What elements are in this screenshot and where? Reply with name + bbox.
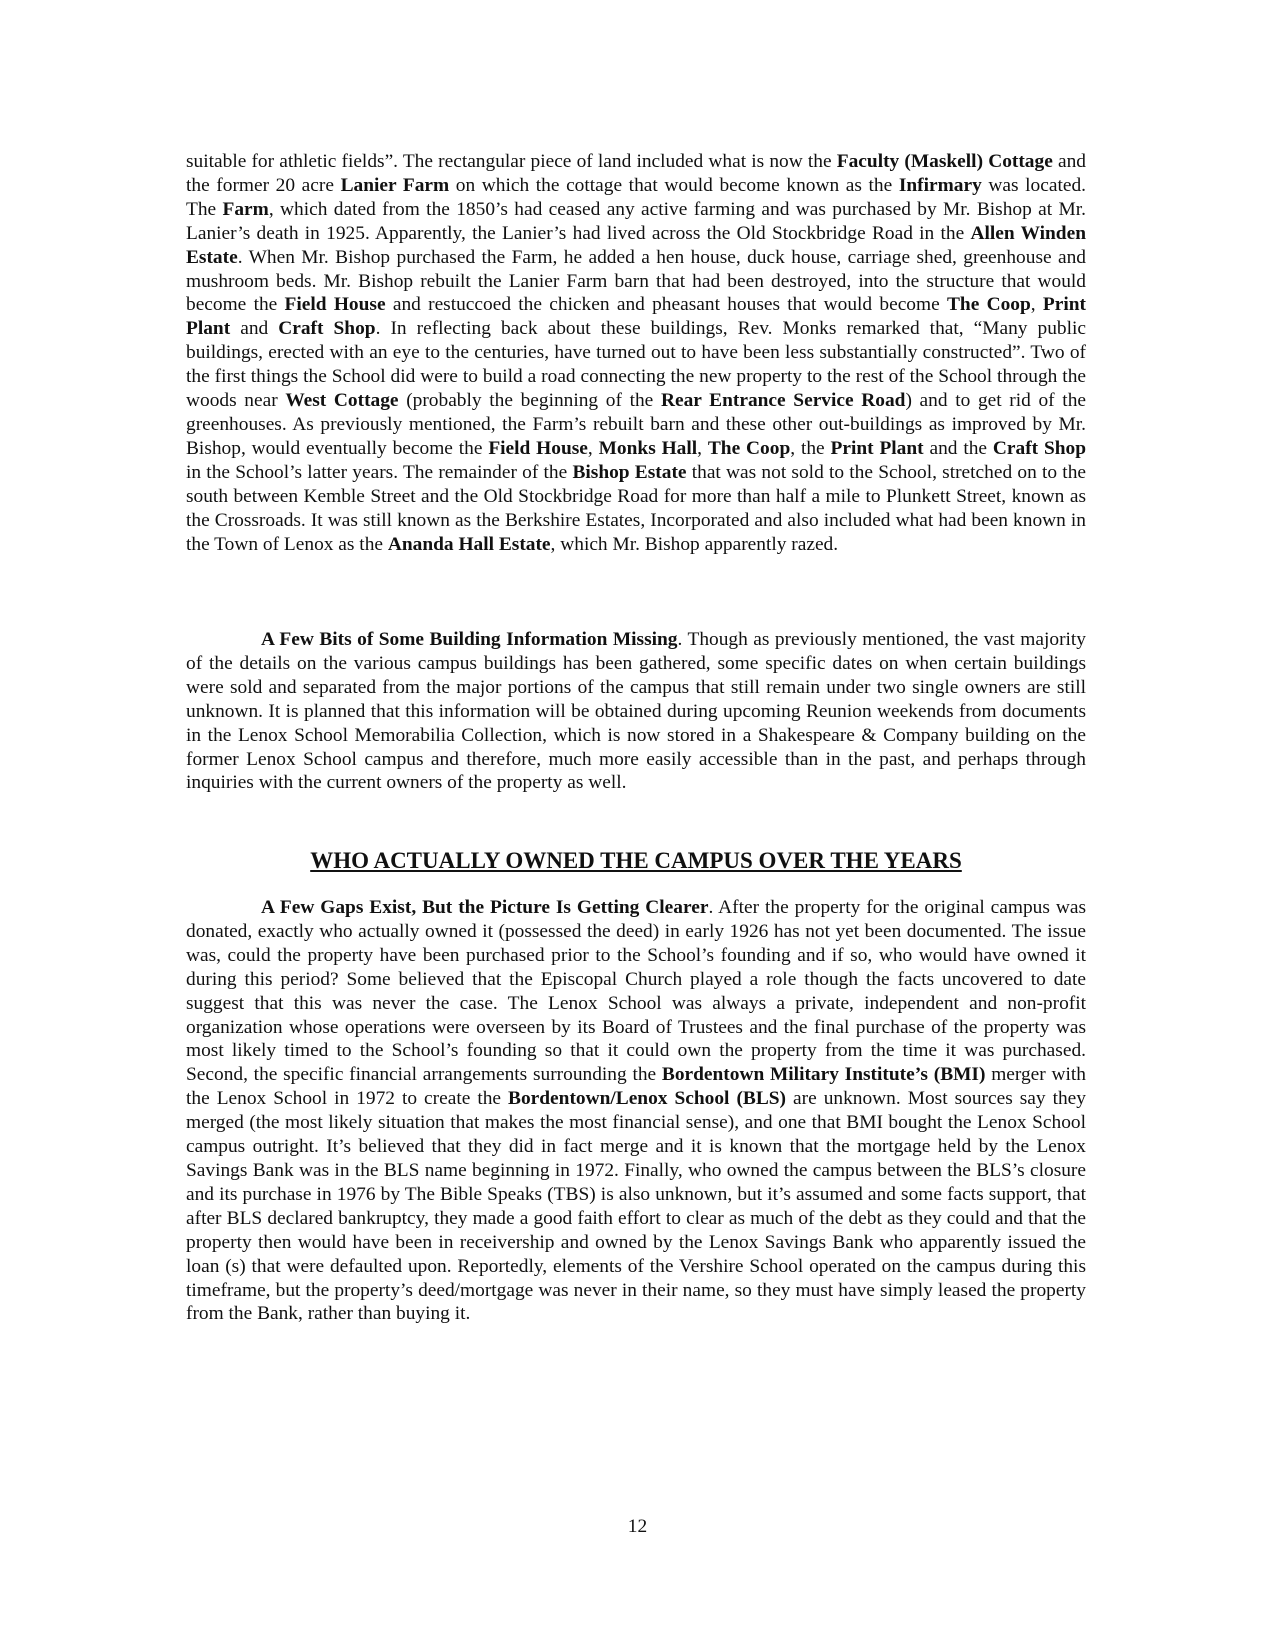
bold-term: Field House bbox=[284, 294, 386, 316]
text-run: on which the cottage that would become known as the bbox=[449, 174, 899, 196]
text-run: and the bbox=[923, 437, 993, 459]
text-run: , bbox=[1030, 294, 1043, 316]
text-run: merger with the Lenox School in 1972 to create the bbox=[186, 1064, 1086, 1110]
text-run: . In reflecting back about these buildings, Rev. Monks remarked that, “Many public buildings, erected with an eye to the centuries, have turned out to have been less substantially constructed”. Two of the first things the School did were to build a road connecting the new property to the rest of the School through the woods near bbox=[186, 318, 1086, 412]
bold-term: A Few Gaps Exist, But the Picture Is Getting Clearer bbox=[261, 897, 709, 918]
text-run: and the former 20 acre bbox=[186, 151, 1086, 196]
bold-term: Craft Shop bbox=[278, 318, 376, 340]
bold-term: Bishop Estate bbox=[572, 461, 687, 483]
paragraph-building-information-missing bbox=[186, 628, 1086, 795]
bold-term: Infirmary bbox=[898, 174, 982, 196]
text-run: . When Mr. Bishop purchased the Farm, he added a hen house, duck house, carriage shed, greenhouse and mushroom beds. Mr. Bishop rebuilt the Lanier Farm barn that had been destroyed, into the structure that would become the bbox=[186, 246, 1086, 316]
bold-term: Craft Shop bbox=[992, 437, 1087, 459]
text-run: . Though as previously mentioned, the vast majority of the details on the various campus buildings has been gathered, some specific dates on when certain buildings were sold and separated from the major portions of the campus that still remain under two single owners are still unknown. It is planned that this information will be obtained during upcoming Reunion weekends from documents in the Lenox School Memorabilia Collection, which is now stored in a Shakespeare & Company building on the former Lenox School campus and therefore, much more easily accessible than in the past, and perhaps through inquiries with the current owners of the property as well. bbox=[186, 629, 1086, 794]
bold-term: West Cottage bbox=[285, 390, 399, 412]
bold-term: Rear Entrance Service Road bbox=[660, 390, 906, 412]
bold-term: Monks Hall bbox=[598, 437, 698, 459]
text-run: . After the property for the original campus was donated, exactly who actually owned it (possessed the deed) in early 1926 has not yet been documented. The issue was, could the property have been purchased prior to the School’s founding and if so, who would have owned it during this period? Some believed that the Episcopal Church played a role though the facts uncovered to date suggest that this was never the case. The Lenox School was always a private, independent and non-profit organization whose operations were overseen by its Board of Trustees and the final purchase of the property was most likely timed to the School’s founding so that it could own the property from the time it was purchased. Second, the specific financial arrangements surrounding the bbox=[186, 897, 1086, 1086]
bold-term: Print Plant bbox=[830, 437, 924, 459]
paragraph-bishop-estate bbox=[186, 150, 1086, 556]
paragraph-text bbox=[186, 896, 1086, 1326]
paragraph-text bbox=[186, 150, 1086, 556]
text-run: , bbox=[587, 437, 599, 459]
text-run: , bbox=[697, 437, 708, 459]
bold-term: Lanier Farm bbox=[340, 174, 450, 196]
text-run: , which Mr. Bishop apparently razed. bbox=[550, 533, 839, 555]
text-run: are unknown. Most sources say they merged (the most likely situation that makes the most financial sense), and one that BMI bought the Lenox School campus outright. It’s believed that they did in fact merge and it is known that the mortgage held by the Lenox Savings Bank was in the BLS name beginning in 1972. Finally, who owned the campus between the BLS’s closure and its purchase in 1976 by The Bible Speaks (TBS) is also unknown, but it’s assumed and some facts support, that after BLS declared bankruptcy, they made a good faith effort to clear as much of the debt as they could and that the property then would have been in receivership and owned by the Lenox Savings Bank who apparently issued the loan (s) that were defaulted upon. Reportedly, elements of the Vershire School operated on the campus during this timeframe, but the property’s deed/mortgage was never in their name, so they must have simply leased the property from the Bank, rather than buying it. bbox=[186, 1088, 1086, 1325]
bold-term: Print Plant bbox=[186, 294, 1086, 340]
bold-term: Allen Winden Estate bbox=[186, 222, 1086, 268]
text-run: ) and to get rid of the greenhouses. As previously mentioned, the Farm’s rebuilt barn and these other out-buildings as improved by Mr. Bishop, would eventually become the bbox=[186, 390, 1086, 459]
bold-term: Ananda Hall Estate bbox=[387, 533, 551, 555]
text-run: and bbox=[230, 318, 279, 340]
text-run: suitable for athletic fields”. The rectangular piece of land included what is now the bbox=[186, 151, 837, 172]
text-run: that was not sold to the School, stretched on to the south between Kemble Street and the Old Stockbridge Road for more than half a mile to Plunkett Street, known as the Crossroads. It was still known as the Berkshire Estates, Incorporated and also included what had been known in the Town of Lenox as the bbox=[186, 461, 1086, 555]
bold-term: Field House bbox=[488, 437, 588, 459]
text-run: , the bbox=[790, 437, 831, 459]
text-run: in the School’s latter years. The remainder of the bbox=[186, 461, 573, 483]
bold-term: Bordentown/Lenox School (BLS) bbox=[508, 1088, 787, 1110]
text-run: (probably the beginning of the bbox=[398, 390, 661, 412]
section-heading: WHO ACTUALLY OWNED THE CAMPUS OVER THE YEARS bbox=[310, 848, 962, 873]
bold-term: Farm bbox=[222, 198, 269, 220]
text-run: , which dated from the 1850’s had ceased any active farming and was purchased by Mr. Bishop at Mr. Lanier’s death in 1925. Apparently, the Lanier’s had lived across the Old Stockbridge Road in the bbox=[186, 198, 1086, 244]
bold-term: A Few Bits of Some Building Information Missing bbox=[261, 629, 678, 650]
bold-term: Faculty (Maskell) Cottage bbox=[836, 151, 1053, 172]
paragraph-text bbox=[186, 628, 1086, 795]
paragraph-campus-ownership bbox=[186, 896, 1086, 1326]
text-run: was located. The bbox=[186, 174, 1086, 220]
page-number: 12 bbox=[627, 1516, 648, 1537]
bold-term: The Coop bbox=[707, 437, 791, 459]
bold-term: Bordentown Military Institute’s (BMI) bbox=[661, 1064, 986, 1086]
bold-term: The Coop bbox=[946, 294, 1031, 316]
text-run: and restuccoed the chicken and pheasant houses that would become bbox=[385, 294, 947, 316]
